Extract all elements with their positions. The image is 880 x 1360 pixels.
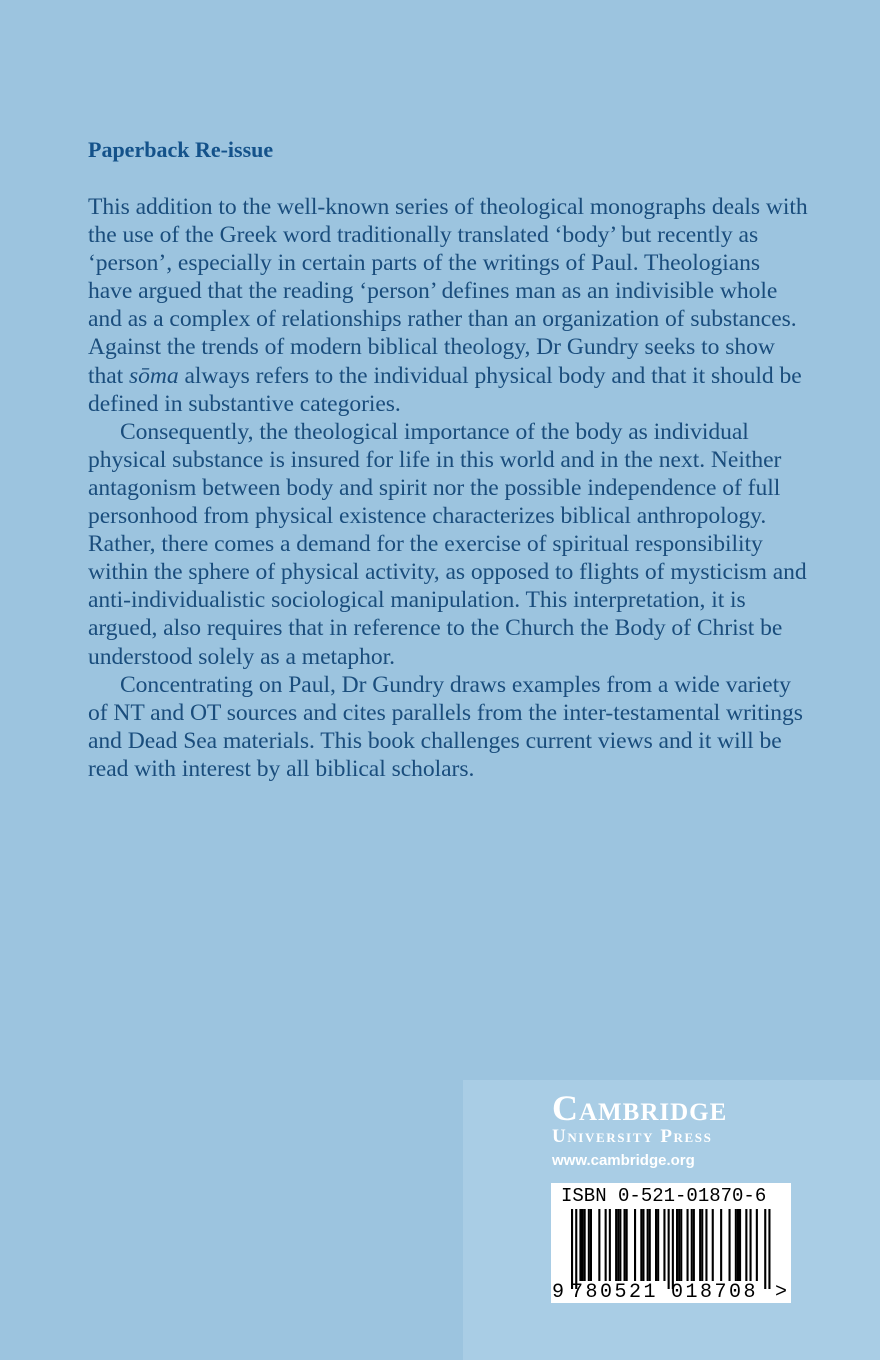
barcode-bar: [676, 1209, 678, 1281]
publisher-panel: [463, 1080, 880, 1360]
barcode-bar: [745, 1209, 747, 1281]
cover-blurb: [88, 193, 808, 783]
barcode-bar: [691, 1209, 693, 1281]
section-heading: Paperback Re-issue: [88, 137, 274, 162]
barcode-bar: [640, 1209, 642, 1281]
barcode-bar: [693, 1209, 695, 1281]
ean-quiet-zone-mark: >: [775, 1281, 788, 1304]
barcode-bar: [647, 1209, 649, 1281]
barcode-bar: [617, 1209, 619, 1281]
blurb-paragraph-1-text: This addition to the well-known series of theological monographs deals with the use of the Greek word traditionally translated ‘body’ but recently as ‘person’, especially in certain parts of the writings of Paul. Theologians have argued that the reading ‘person’ defines man as an indivisible whole and as a complex of relationships rather than an organization of substances. Against the trends of modern biblical theology, Dr Gundry seeks to show that: [88, 194, 808, 389]
blurb-paragraph-3: Concentrating on Paul, Dr Gundry draws examples from a wide variety of NT and OT sources and cites parallels from the inter-testamental writings and Dead Sea materials. This book challenges current views and it will be read with interest by all biblical scholars.: [88, 671, 803, 782]
barcode-bar: [735, 1209, 737, 1281]
publisher-logo-subtitle: University Press: [552, 1126, 713, 1147]
barcode-bar: [582, 1209, 584, 1281]
publisher-logo-name: Cambridge: [552, 1088, 728, 1128]
barcode-bar: [590, 1209, 592, 1281]
blurb-paragraph-1: [88, 193, 808, 418]
ean-first-digit: 9: [552, 1281, 565, 1304]
barcode-bar: [634, 1209, 636, 1281]
barcode-guard-bar: [571, 1209, 573, 1289]
greek-term-soma: sōma: [129, 362, 179, 389]
blurb-paragraph-1-text-end: always refers to the individual physical body and that it should be defined in substantive categories.: [88, 362, 802, 417]
barcode-guard-bar: [764, 1209, 766, 1289]
blurb-paragraph-2: Consequently, the theological importance of the body as individual physical substance is insured for life in this world and in the next. Neither antagonism between body and spirit nor the possible independence of full personhood from physical existence characterizes biblical anthropology. Rather, there comes a demand for the exercise of spiritual responsibility within the sphere of physical activity, as opposed to flights of mysticism and anti-individualistic sociological manipulation. This interpretation, it is argued, also requires that in reference to the Church the Body of Christ be understood solely as a metaphor.: [88, 418, 807, 670]
ean-left-group: 780521: [571, 1281, 659, 1304]
barcode-bar: [680, 1209, 682, 1281]
barcode-bar: [687, 1209, 689, 1281]
barcode-bar: [663, 1209, 665, 1281]
barcode-bar: [712, 1209, 714, 1281]
barcode-bar: [584, 1209, 586, 1281]
isbn-barcode: [551, 1183, 791, 1303]
barcode-bar: [615, 1209, 617, 1281]
barcode-bar: [737, 1209, 739, 1281]
isbn-label: ISBN 0-521-01870-6: [561, 1185, 767, 1207]
barcode-bar: [598, 1209, 600, 1281]
ean-digits: [551, 1281, 791, 1303]
barcode-bar: [579, 1209, 581, 1281]
ean-right-group: 018708: [671, 1281, 759, 1304]
barcode-bar: [701, 1209, 703, 1281]
barcode-bar: [678, 1209, 680, 1281]
barcode-bar: [756, 1209, 758, 1281]
barcode-bar: [699, 1209, 701, 1281]
barcode-bar: [720, 1209, 722, 1281]
barcode-bar: [626, 1209, 628, 1281]
barcode-guard-bar: [768, 1209, 770, 1289]
barcode-bar: [655, 1209, 657, 1281]
barcode-bar: [619, 1209, 621, 1281]
barcode-bar: [750, 1209, 752, 1281]
barcode-guard-bar: [575, 1209, 577, 1289]
barcode-bar: [624, 1209, 626, 1281]
barcode-bar: [642, 1209, 644, 1281]
barcode-bar: [705, 1209, 707, 1281]
barcode-bar: [739, 1209, 741, 1281]
barcode-guard-bar: [672, 1209, 674, 1289]
barcode-bar: [609, 1209, 611, 1281]
publisher-url: www.cambridge.org: [552, 1152, 695, 1169]
barcode-bar: [649, 1209, 651, 1281]
barcode-bar: [605, 1209, 607, 1281]
barcode-guard-bar: [668, 1209, 670, 1289]
barcode-bar: [588, 1209, 590, 1281]
barcode-bar: [657, 1209, 659, 1281]
barcode-bar: [729, 1209, 731, 1281]
